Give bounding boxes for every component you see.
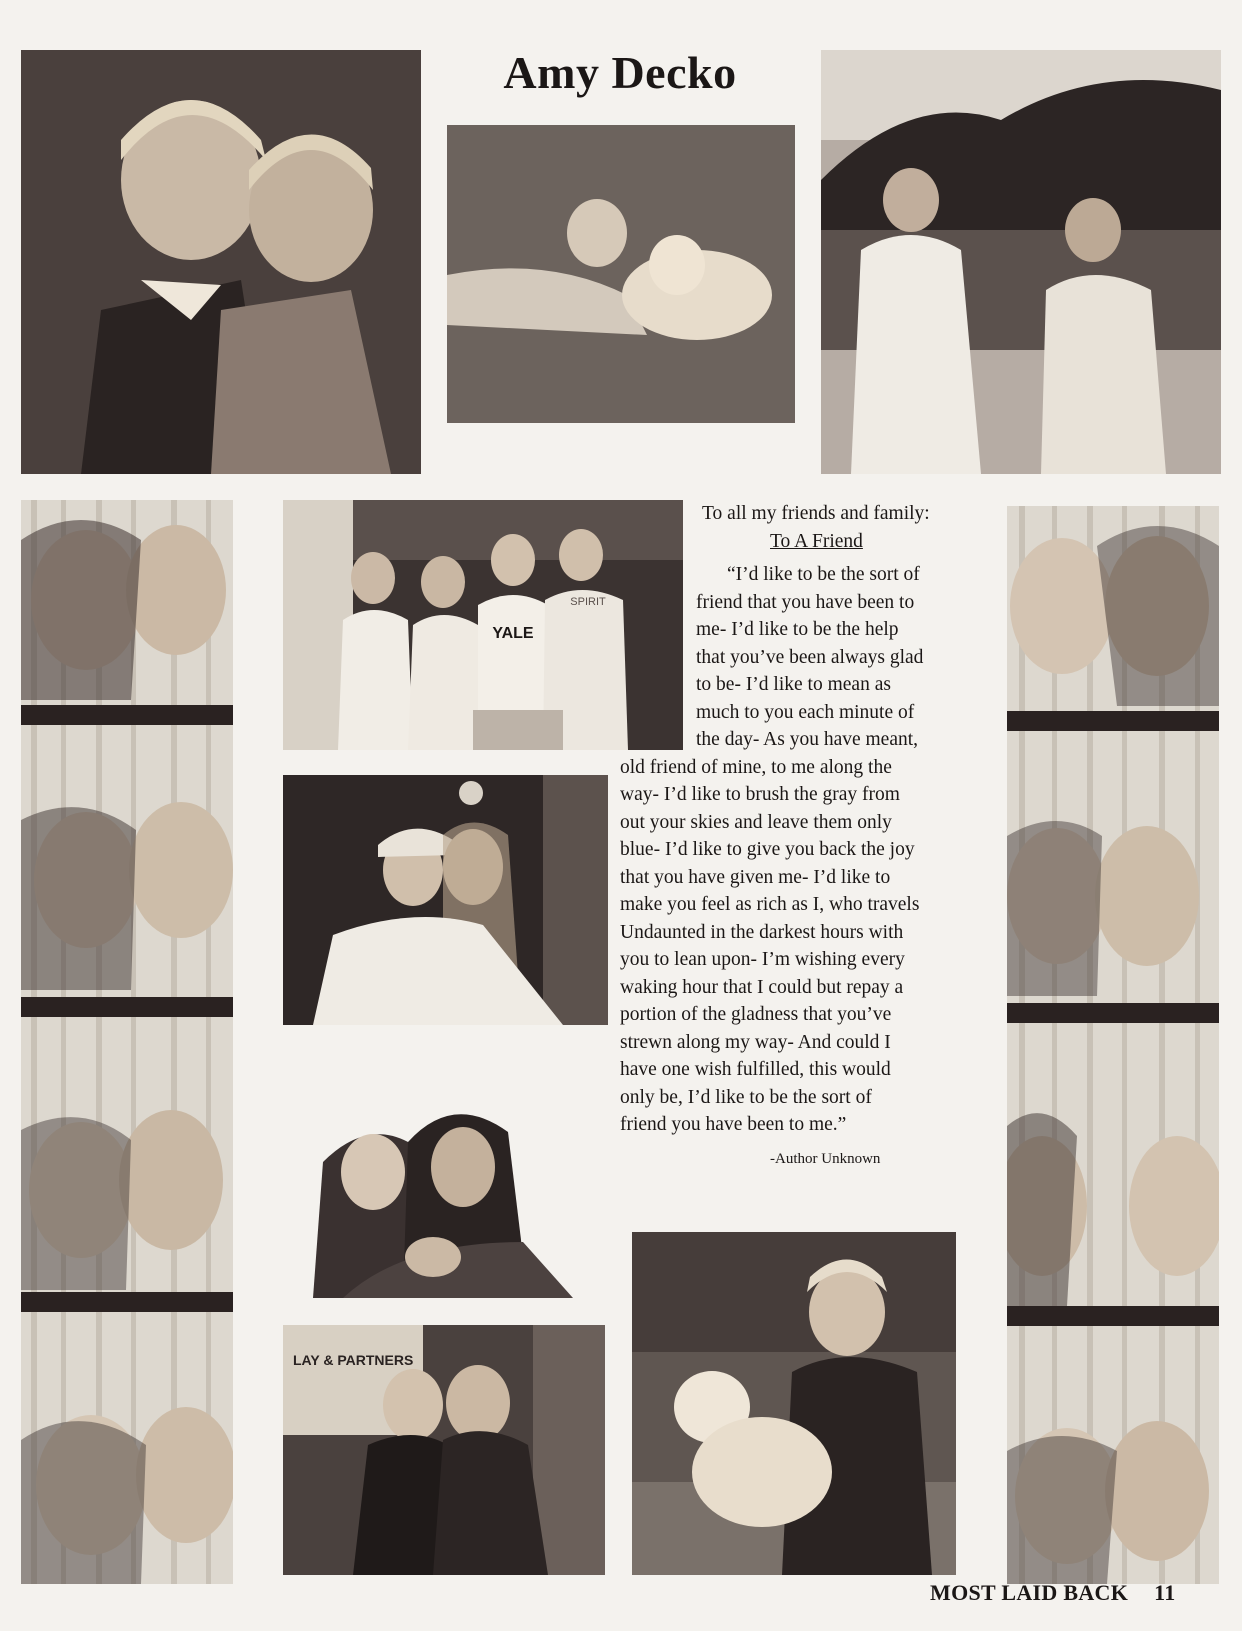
section-label: MOST LAID BACK <box>930 1580 1129 1605</box>
page-number: 11 <box>1154 1580 1176 1605</box>
poem-line: friend that you have been to <box>696 592 915 613</box>
photo-two-friends-hug <box>283 1092 593 1298</box>
photo-four-friends <box>283 500 683 750</box>
poem-line: only be, I’d like to be the sort of <box>620 1087 872 1108</box>
poem-line: me- I’d like to be the help <box>696 619 899 640</box>
photo-two-friends-cap <box>283 775 608 1025</box>
poem-line: portion of the gladness that you’ve <box>620 1004 892 1025</box>
poem-line: have one wish fulfilled, this would <box>620 1059 891 1080</box>
poem-attribution: -Author Unknown <box>770 1151 881 1167</box>
poem-line: that you’ve been always glad <box>696 647 924 668</box>
page-title: Amy Decko <box>503 47 737 98</box>
photo-booth-strip-right <box>1007 506 1219 1584</box>
poem-line: friend you have been to me.” <box>620 1114 847 1135</box>
spirit-shirt-text: SPIRIT <box>570 596 606 608</box>
poem-heading: To A Friend <box>770 531 863 552</box>
poem-line: much to you each minute of <box>696 702 915 723</box>
poem-line: make you feel as rich as I, who travels <box>620 894 920 915</box>
photo-two-friends-sign <box>283 1325 605 1575</box>
photo-boy-with-puppy <box>632 1232 956 1575</box>
poem-intro: To all my friends and family: <box>702 503 930 524</box>
poem-line: the day- As you have meant, <box>696 729 919 750</box>
poem-line: you to lean upon- I’m wishing every <box>620 949 905 970</box>
poem-line: blue- I’d like to give you back the joy <box>620 839 915 860</box>
photo-twins <box>21 50 421 474</box>
poem-line: Undaunted in the darkest hours with <box>620 922 904 943</box>
photo-booth-strip-left <box>21 500 233 1584</box>
photo-girl-with-dog <box>447 125 795 423</box>
poem-line: way- I’d like to brush the gray from <box>620 784 900 805</box>
poem-line: out your skies and leave them only <box>620 812 892 833</box>
poem-line: that you have given me- I’d like to <box>620 867 891 888</box>
poem-line: old friend of mine, to me along the <box>620 757 892 778</box>
poem-line: strewn along my way- And could I <box>620 1032 891 1053</box>
photo-couple-lake <box>821 50 1221 474</box>
sign-text: LAY & PARTNERS <box>293 1352 414 1368</box>
yale-shirt-text: YALE <box>492 625 534 642</box>
poem-line: to be- I’d like to mean as <box>696 674 891 695</box>
poem-line: “I’d like to be the sort of <box>727 564 920 585</box>
poem-line: waking hour that I could but repay a <box>620 977 904 998</box>
page-footer <box>930 1580 1176 1606</box>
